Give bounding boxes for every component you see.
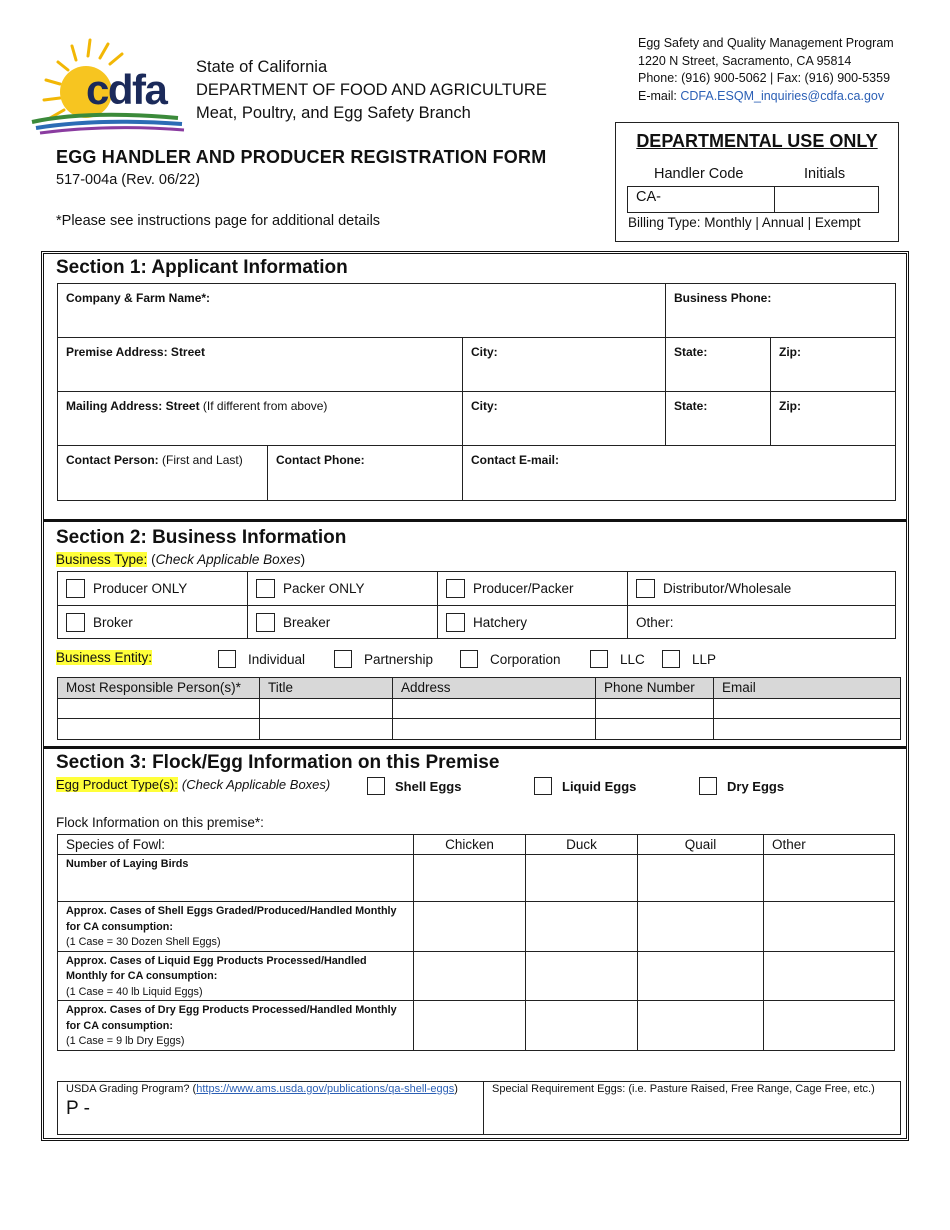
premise-state-field[interactable]: State:: [666, 338, 771, 392]
checkbox[interactable]: [662, 650, 680, 668]
table-row: [58, 951, 895, 1001]
col-header: Chicken: [414, 835, 526, 855]
row-label: Number of Laying Birds: [58, 855, 414, 902]
program-address: 1220 N Street, Sacramento, CA 95814: [638, 53, 852, 68]
table-cell[interactable]: [414, 1001, 526, 1051]
department-name: DEPARTMENT OF FOOD AND AGRICULTURE: [196, 81, 547, 99]
entity-individual[interactable]: Individual: [218, 650, 305, 668]
email-link[interactable]: CDFA.ESQM_inquiries@cdfa.ca.gov: [680, 88, 885, 103]
contact-email-field[interactable]: Contact E-mail:: [471, 453, 560, 467]
section-1-title: Section 1: Applicant Information: [56, 257, 348, 278]
dept-use-fields: [627, 186, 879, 213]
business-type-grid: [57, 571, 896, 639]
checkbox[interactable]: [460, 650, 478, 668]
table-row: [58, 855, 895, 902]
contact-phone-field[interactable]: Contact Phone:: [268, 446, 463, 500]
business-entity-label: Business Entity:: [56, 650, 153, 665]
type-distributor-wholesale[interactable]: Distributor/Wholesale: [628, 572, 896, 606]
type-broker[interactable]: Broker: [58, 606, 248, 639]
usda-link[interactable]: https://www.ams.usda.gov/publications/qa-shell-eggs: [196, 1083, 455, 1095]
branch-name: Meat, Poultry, and Egg Safety Branch: [196, 104, 471, 122]
mailing-street-field[interactable]: Mailing Address: Street (If different from above): [58, 392, 463, 446]
handler-code-label: Handler Code: [654, 166, 744, 182]
dept-use-title: DEPARTMENTAL USE ONLY: [636, 131, 878, 151]
table-cell[interactable]: [526, 1001, 638, 1051]
checkbox[interactable]: [636, 579, 655, 598]
usda-plant-number: P -: [66, 1098, 90, 1119]
departmental-use-box: [615, 122, 899, 242]
form-number: 517-004a (Rev. 06/22): [56, 172, 201, 188]
product-shell-eggs[interactable]: Shell Eggs: [367, 777, 461, 795]
table-row: [58, 719, 901, 740]
agency-block: [196, 56, 547, 125]
business-type-heading: Business Type: (Check Applicable Boxes): [56, 552, 306, 567]
logo-text: cdfa: [86, 66, 167, 113]
usda-grading-field[interactable]: USDA Grading Program? (https://www.ams.usda.gov/publications/qa-shell-eggs) P -: [58, 1082, 484, 1134]
table-cell[interactable]: [260, 698, 393, 719]
table-cell[interactable]: [638, 902, 764, 952]
table-row: [58, 698, 901, 719]
col-header: Phone Number: [596, 678, 714, 699]
egg-product-type-label: Egg Product Type(s):: [56, 777, 178, 792]
checkbox[interactable]: [218, 650, 236, 668]
entity-llp[interactable]: LLP: [662, 650, 716, 668]
table-cell[interactable]: [414, 855, 526, 902]
checkbox[interactable]: [367, 777, 385, 795]
type-producer-only[interactable]: Producer ONLY: [58, 572, 248, 606]
state-name: State of California: [196, 58, 328, 76]
contact-person-field[interactable]: Contact Person: (First and Last): [58, 446, 268, 500]
checkbox[interactable]: [66, 579, 85, 598]
col-header: Other: [764, 835, 895, 855]
table-cell[interactable]: [714, 698, 901, 719]
egg-product-type-heading: [56, 777, 330, 792]
flock-info-table: [57, 834, 895, 1051]
entity-corporation[interactable]: Corporation: [460, 650, 561, 668]
row-label: Approx. Cases of Shell Eggs Graded/Produced/Handled Monthly for CA consumption: (1 Case = 30 Dozen Shell Eggs): [58, 902, 414, 952]
billing-type: Billing Type: Monthly | Annual | Exempt: [628, 215, 861, 230]
applicant-info-grid: [57, 283, 896, 501]
table-cell[interactable]: [764, 902, 895, 952]
table-cell[interactable]: [58, 698, 260, 719]
responsible-persons-table: [57, 677, 901, 740]
mailing-state-field[interactable]: State:: [666, 392, 771, 446]
type-hatchery[interactable]: Hatchery: [438, 606, 628, 639]
table-cell[interactable]: [764, 951, 895, 1001]
checkbox[interactable]: [446, 579, 465, 598]
table-cell[interactable]: [526, 902, 638, 952]
col-header: Title: [260, 678, 393, 699]
col-header: Duck: [526, 835, 638, 855]
program-phone-fax: Phone: (916) 900-5062 | Fax: (916) 900-5359: [638, 71, 891, 85]
table-cell[interactable]: [714, 719, 901, 740]
row-label: Approx. Cases of Dry Egg Products Processed/Handled Monthly for CA consumption: (1 Case = 9 lb Dry Eggs): [58, 1001, 414, 1051]
checkbox[interactable]: [534, 777, 552, 795]
table-row: [58, 1001, 895, 1051]
table-cell[interactable]: [596, 698, 714, 719]
table-row: [58, 902, 895, 952]
business-type-label: Business Type:: [56, 552, 148, 567]
entity-llc[interactable]: LLC: [590, 650, 645, 668]
section-divider: [43, 519, 907, 522]
initials-field[interactable]: [775, 187, 878, 212]
section-divider: [43, 746, 907, 749]
col-header: Email: [714, 678, 901, 699]
program-email-line: [638, 88, 894, 106]
col-header: Quail: [638, 835, 764, 855]
cdfa-logo: [28, 32, 188, 136]
form-title: EGG HANDLER AND PRODUCER REGISTRATION FORM: [56, 147, 547, 167]
col-header: Address: [393, 678, 596, 699]
type-producer-packer[interactable]: Producer/Packer: [438, 572, 628, 606]
mailing-city-field[interactable]: City:: [463, 392, 666, 446]
checkbox[interactable]: [590, 650, 608, 668]
checkbox[interactable]: [256, 579, 275, 598]
checkbox[interactable]: [446, 613, 465, 632]
table-cell[interactable]: [764, 1001, 895, 1051]
col-header: Most Responsible Person(s)*: [58, 678, 260, 699]
table-header-row: [58, 835, 895, 855]
table-cell[interactable]: [764, 855, 895, 902]
handler-code-field[interactable]: CA-: [628, 187, 775, 212]
table-cell[interactable]: [414, 902, 526, 952]
table-cell[interactable]: [526, 855, 638, 902]
col-header: Species of Fowl:: [58, 835, 414, 855]
entity-partnership[interactable]: Partnership: [334, 650, 433, 668]
business-type-note: Check Applicable Boxes: [155, 552, 301, 567]
contact-block: [638, 35, 894, 105]
table-cell[interactable]: [414, 951, 526, 1001]
table-cell[interactable]: [526, 951, 638, 1001]
mailing-zip-field[interactable]: Zip:: [771, 392, 896, 446]
company-name-field[interactable]: Company & Farm Name*:: [58, 284, 666, 338]
checkbox[interactable]: [256, 613, 275, 632]
premise-zip-field[interactable]: Zip:: [771, 338, 896, 392]
flock-info-intro: Flock Information on this premise*:: [56, 815, 264, 830]
premise-street-field[interactable]: Premise Address: Street: [58, 338, 463, 392]
table-header-row: [58, 678, 901, 699]
email-label: E-mail:: [638, 88, 681, 103]
product-liquid-eggs[interactable]: Liquid Eggs: [534, 777, 636, 795]
business-phone-field[interactable]: Business Phone:: [666, 284, 896, 338]
table-cell[interactable]: [596, 719, 714, 740]
program-name: Egg Safety and Quality Management Program: [638, 36, 894, 50]
grading-special-box: [57, 1081, 901, 1135]
checkbox[interactable]: [699, 777, 717, 795]
logo-swoosh-purple: [40, 128, 184, 133]
table-cell[interactable]: [638, 1001, 764, 1051]
table-cell[interactable]: [260, 719, 393, 740]
instructions-note: *Please see instructions page for additional details: [56, 213, 381, 229]
type-packer-only[interactable]: Packer ONLY: [248, 572, 438, 606]
type-other-field[interactable]: Other:: [636, 615, 674, 630]
type-breaker[interactable]: Breaker: [248, 606, 438, 639]
initials-label: Initials: [804, 166, 846, 182]
premise-city-field[interactable]: City:: [463, 338, 666, 392]
row-label: Approx. Cases of Liquid Egg Products Processed/Handled Monthly for CA consumption: (1 Case = 40 lb Liquid Eggs): [58, 951, 414, 1001]
table-cell[interactable]: [638, 951, 764, 1001]
table-cell[interactable]: [58, 719, 260, 740]
section-2-title: Section 2: Business Information: [56, 527, 347, 548]
section-3-title: Section 3: Flock/Egg Information on this Premise: [56, 752, 500, 773]
checkbox[interactable]: [334, 650, 352, 668]
table-cell[interactable]: [638, 855, 764, 902]
checkbox[interactable]: [66, 613, 85, 632]
product-dry-eggs[interactable]: Dry Eggs: [699, 777, 784, 795]
table-cell[interactable]: [393, 719, 596, 740]
egg-product-type-note: (Check Applicable Boxes): [181, 777, 331, 792]
table-cell[interactable]: [393, 698, 596, 719]
special-requirement-field[interactable]: Special Requirement Eggs: (i.e. Pasture Raised, Free Range, Cage Free, etc.): [492, 1083, 875, 1095]
